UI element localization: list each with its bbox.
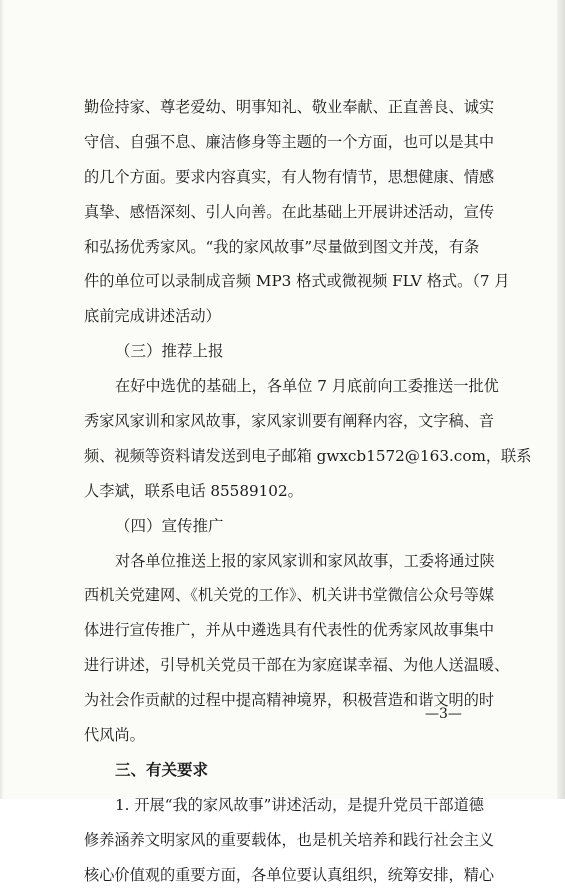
scan-left-edge	[0, 0, 4, 799]
paragraph-line: 真挚、感悟深刻、引人向善。在此基础上开展讲述活动，宣传	[84, 202, 495, 221]
paragraph-line: 人李斌，联系电话 85589102。	[84, 481, 303, 500]
paragraph-line: 频、视频等资料请发送到电子邮箱 gwxcb1572@163.com，联系	[84, 446, 532, 465]
paragraph-line: 勤俭持家、尊老爱幼、明事知礼、敬业奉献、正直善良、诚实	[84, 98, 495, 116]
paragraph-line: 件的单位可以录制成音频 MP3 格式或微视频 FLV 格式。（7 月	[84, 272, 510, 291]
paragraph-line: 代风尚。	[84, 726, 145, 745]
paragraph-line: 修养涵养文明家风的重要载体，也是机关培养和践行社会主义	[84, 830, 495, 849]
scan-right-edge	[557, 0, 565, 799]
paragraph-line: 和弘扬优秀家风。“我的家风故事”尽量做到图文并茂，有条	[84, 237, 480, 256]
page-number: —3—	[425, 706, 462, 722]
paragraph-line: 秀家风家训和家风故事，家风家训要有阐释内容，文字稿、音	[84, 412, 495, 431]
paragraph-line: 在好中选优的基础上，各单位 7 月底前向工委推送一批优	[115, 377, 499, 396]
document-body	[84, 90, 532, 892]
section-heading-promotion: （四）宣传推广	[115, 516, 224, 535]
section-heading-requirements: 三、有关要求	[115, 760, 209, 779]
paragraph-line: 为社会作贡献的过程中提高精神境界，积极营造和谐文明的时	[84, 691, 495, 710]
paragraph-line: 核心价值观的重要方面，各单位要认真组织，统筹安排，精心	[84, 865, 495, 884]
paragraph-line: 西机关党建网、《机关党的工作》、机关讲书堂微信公众号等媒	[84, 586, 495, 605]
paragraph-line: 的几个方面。要求内容真实，有人物有情节，思想健康、情感	[84, 167, 495, 186]
paragraph-line: 守信、自强不息、廉洁修身等主题的一个方面，也可以是其中	[84, 132, 495, 151]
paragraph-line: 对各单位推送上报的家风家训和家风故事，工委将通过陕	[115, 551, 495, 570]
section-heading-recommend: （三）推荐上报	[115, 342, 224, 361]
paragraph-line: 进行讲述，引导机关党员干部在为家庭谋幸福、为他人送温暖、	[84, 656, 510, 675]
paragraph-line: 1. 开展“我的家风故事”讲述活动，是提升党员干部道德	[115, 795, 484, 814]
paragraph-line: 体进行宣传推广，并从中遴选具有代表性的优秀家风故事集中	[84, 621, 495, 640]
paragraph-line: 底前完成讲述活动）	[84, 307, 221, 326]
